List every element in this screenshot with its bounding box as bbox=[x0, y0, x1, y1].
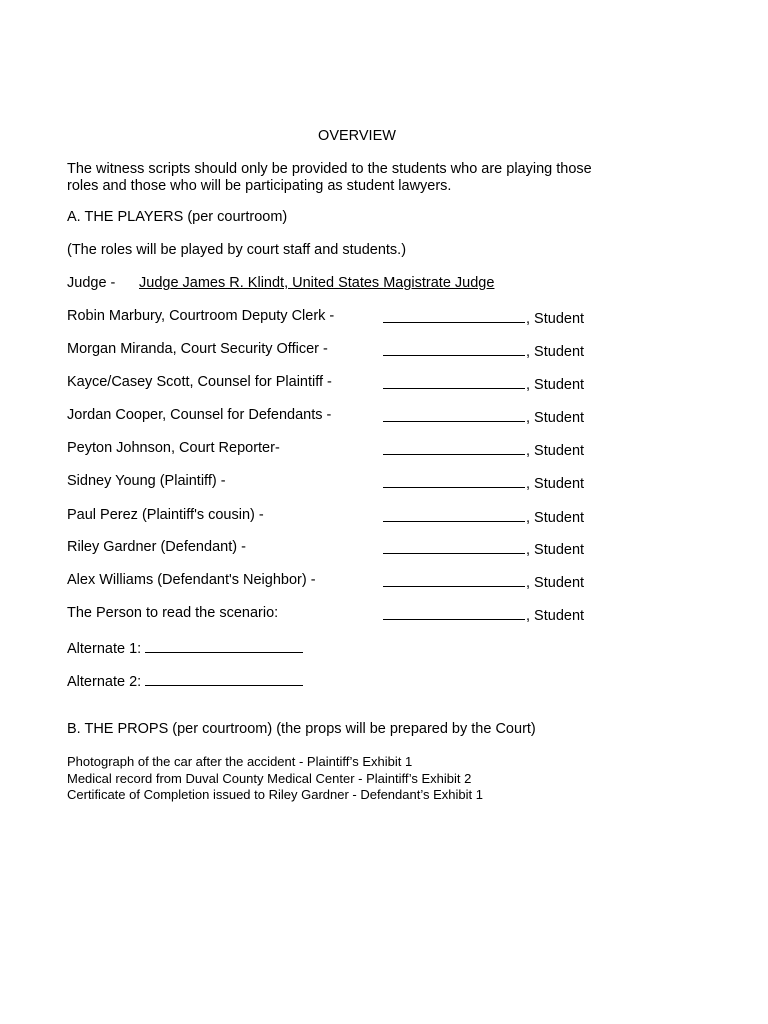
page-title: OVERVIEW bbox=[318, 128, 396, 144]
blank-line bbox=[383, 539, 525, 554]
player-student-field[interactable] bbox=[383, 374, 584, 394]
blank-line bbox=[383, 374, 525, 389]
player-role: Robin Marbury, Courtroom Deputy Clerk - bbox=[67, 308, 335, 324]
intro-line: The witness scripts should only be provided to the students who are playing those bbox=[67, 161, 592, 177]
player-role: Jordan Cooper, Counsel for Defendants - bbox=[67, 407, 332, 423]
student-suffix: , Student bbox=[526, 377, 585, 393]
player-student-field[interactable] bbox=[383, 507, 584, 527]
alternate-row[interactable] bbox=[67, 671, 303, 691]
player-role: Paul Perez (Plaintiff's cousin) - bbox=[67, 507, 264, 523]
player-student-field[interactable] bbox=[383, 572, 584, 592]
player-role: The Person to read the scenario: bbox=[67, 605, 279, 621]
prop-item: Photograph of the car after the accident - Plaintiff’s Exhibit 1 bbox=[67, 754, 413, 769]
intro-paragraph bbox=[67, 161, 592, 195]
player-role: Riley Gardner (Defendant) - bbox=[67, 539, 246, 555]
player-student-field[interactable] bbox=[383, 341, 584, 361]
student-suffix: , Student bbox=[526, 443, 585, 459]
blank-line bbox=[383, 407, 525, 422]
section-a-heading: A. THE PLAYERS (per courtroom) bbox=[67, 209, 288, 225]
player-role: Peyton Johnson, Court Reporter- bbox=[67, 440, 280, 456]
props-list bbox=[67, 754, 483, 804]
blank-line bbox=[383, 440, 525, 455]
player-student-field[interactable] bbox=[383, 605, 584, 625]
blank-line bbox=[383, 341, 525, 356]
student-suffix: , Student bbox=[526, 510, 585, 526]
player-student-field[interactable] bbox=[383, 473, 584, 493]
prop-item: Certificate of Completion issued to Riley Gardner - Defendant’s Exhibit 1 bbox=[67, 787, 483, 802]
student-suffix: , Student bbox=[526, 575, 585, 591]
prop-item: Medical record from Duval County Medical Center - Plaintiff’s Exhibit 2 bbox=[67, 770, 472, 786]
student-suffix: , Student bbox=[526, 476, 585, 492]
blank-line bbox=[383, 605, 525, 620]
judge-name: Judge James R. Klindt, United States Magistrate Judge bbox=[139, 275, 495, 291]
student-suffix: , Student bbox=[526, 410, 585, 426]
blank-line bbox=[145, 671, 303, 686]
alternate-label: Alternate 1: bbox=[67, 641, 142, 657]
intro-line: roles and those who will be participating as student lawyers. bbox=[67, 178, 452, 194]
player-role: Morgan Miranda, Court Security Officer - bbox=[67, 341, 328, 357]
blank-line bbox=[383, 308, 525, 323]
player-student-field[interactable] bbox=[383, 539, 584, 559]
player-student-field[interactable] bbox=[383, 440, 584, 460]
blank-line bbox=[383, 572, 525, 587]
player-student-field[interactable] bbox=[383, 407, 584, 427]
blank-line bbox=[145, 638, 303, 653]
blank-line bbox=[383, 507, 525, 522]
player-role: Sidney Young (Plaintiff) - bbox=[67, 473, 226, 489]
student-suffix: , Student bbox=[526, 542, 585, 558]
student-suffix: , Student bbox=[526, 608, 585, 624]
player-role: Kayce/Casey Scott, Counsel for Plaintiff - bbox=[67, 374, 332, 390]
player-role: Alex Williams (Defendant's Neighbor) - bbox=[67, 572, 316, 588]
section-a-note: (The roles will be played by court staff and students.) bbox=[67, 242, 407, 258]
alternate-label: Alternate 2: bbox=[67, 674, 142, 690]
student-suffix: , Student bbox=[526, 311, 585, 327]
alternate-row[interactable] bbox=[67, 638, 303, 658]
section-b-heading: B. THE PROPS (per courtroom) (the props will be prepared by the Court) bbox=[67, 721, 536, 737]
judge-label: Judge - bbox=[67, 275, 116, 291]
student-suffix: , Student bbox=[526, 344, 585, 360]
player-student-field[interactable] bbox=[383, 308, 584, 328]
blank-line bbox=[383, 473, 525, 488]
